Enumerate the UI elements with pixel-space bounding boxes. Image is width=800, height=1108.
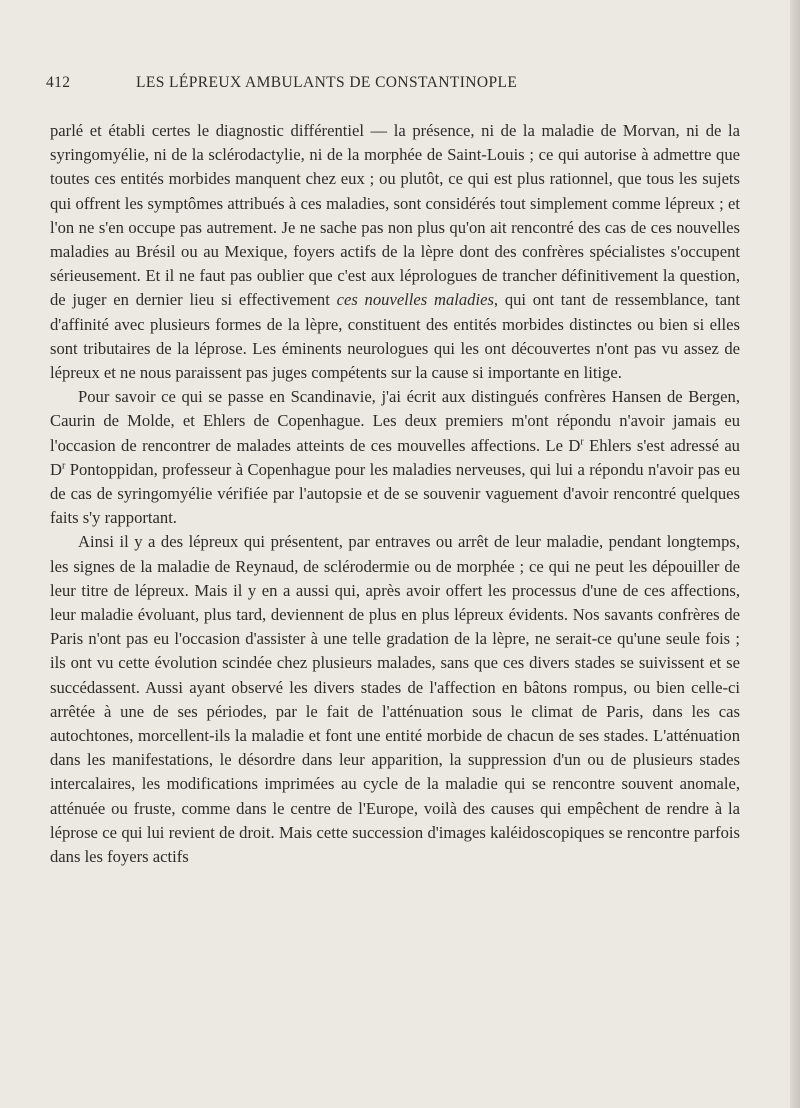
text-run: Ainsi il y a des lépreux qui présentent, par entraves ou arrêt de leur maladie, pendant longtemps, les signes de la maladie de Reynaud, de sclérodermie ou de morphée ; ce qui ne peut les dépouiller de leur titre de lépreux. Mais il y en a aussi qui, après avoir offert les processus d'une de ces affections, leur maladie évoluant, plus tard, deviennent de plus en plus lépreux évidents. Nos savants confrères de Paris n'ont pas eu l'occasion d'assister à une telle gradation de la lèpre, ne serait-ce qu'une seule fois ; ils ont vu cette évolution scindée chez plusieurs malades, sans que ces divers stades se suivissent et se succédassent. Aussi ayant observé les divers stades de l'affection en bâtons rompus, ou bien celle-ci arrêtée à une de ses périodes, par le fait de l'atténuation sous le climat de Paris, dans les cas autochtones, morcellent-ils la maladie et font une entité morbide de chacun de ses stades. L'atténuation dans les manifestations, le désordre dans leur apparition, la suppression d'un ou de plusieurs stades intercalaires, les modifications imprimées au cycle de la maladie qui se rencontre souvent anomale, atténuée ou fruste, comme dans le centre de l'Europe, voilà des causes qui empêchent de rendre à la léprose ce qui lui revient de droit. Mais cette succession d'images kaléidoscopiques se rencontre parfois dans les foyers actifs — [50, 532, 740, 867]
italic-phrase: ces nouvelles maladies — [336, 290, 494, 310]
page-edge-shadow — [790, 0, 800, 1108]
text-run: Ehlers s'est adressé au D — [50, 435, 740, 479]
paragraph — [50, 530, 740, 869]
paragraph — [50, 119, 740, 385]
text-run: , qui ont tant de ressemblance, tant d'affinité avec plusieurs formes de la lèpre, constituent des entités morbides distinctes ou bien si elles sont tributaires de la léprose. Les éminents neurologues qui les ont découvertes n'ont pas vu assez de lépreux et ne nous paraissent pas juges compétents sur la cause si importante en litige. — [50, 290, 740, 383]
running-title: LES LÉPREUX AMBULANTS DE CONSTANTINOPLE — [136, 74, 518, 91]
text-run: parlé et établi certes le diagnostic différentiel — la présence, ni de la maladie de Morvan, ni de la syringomyélie, ni de la sclérodactylie, ni de la morphée de Saint-Louis ; ce qui autorise à admettre que toutes ces entités morbides manquent chez eux ; ou plutôt, ce qui est plus rationnel, que tous les sujets qui offrent les symptômes attribués à ces maladies, sont considérés tout simplement comme lépreux ; et l'on ne s'en occupe pas autrement. Je ne sache pas non plus qu'on ait rencontré des cas de ces nouvelles maladies au Brésil ou au Mexique, foyers actifs de la lèpre dont des confrères spécialistes s'occupent sérieusement. Et il ne faut pas oublier que c'est aux léprologues de trancher définitivement la question, de juger en dernier lieu si effectivement — [50, 121, 740, 310]
page-number: 412 — [46, 74, 71, 91]
text-run: Pour savoir ce qui se passe en Scandinavie, j'ai écrit aux distingués confrères Hansen de Bergen, Caurin de Molde, et Ehlers de Copenhague. Les deux premiers m'ont répondu n'avoir jamais eu l'occasion de rencontrer de malades atteints de ces mouvelles affections. Le D — [50, 387, 740, 455]
page-header — [46, 74, 746, 96]
body-text — [50, 119, 740, 869]
superscript: r — [580, 436, 584, 448]
paragraph — [50, 385, 740, 530]
text-run: Pontoppidan, professeur à Copenhague pour les maladies nerveuses, qui lui a répondu n'avoir pas eu de cas de syringomyélie vérifiée par l'autopsie et de se souvenir vaguement d'avoir rencontré quelques faits s'y rapportant. — [50, 459, 740, 528]
superscript: r — [61, 460, 66, 472]
